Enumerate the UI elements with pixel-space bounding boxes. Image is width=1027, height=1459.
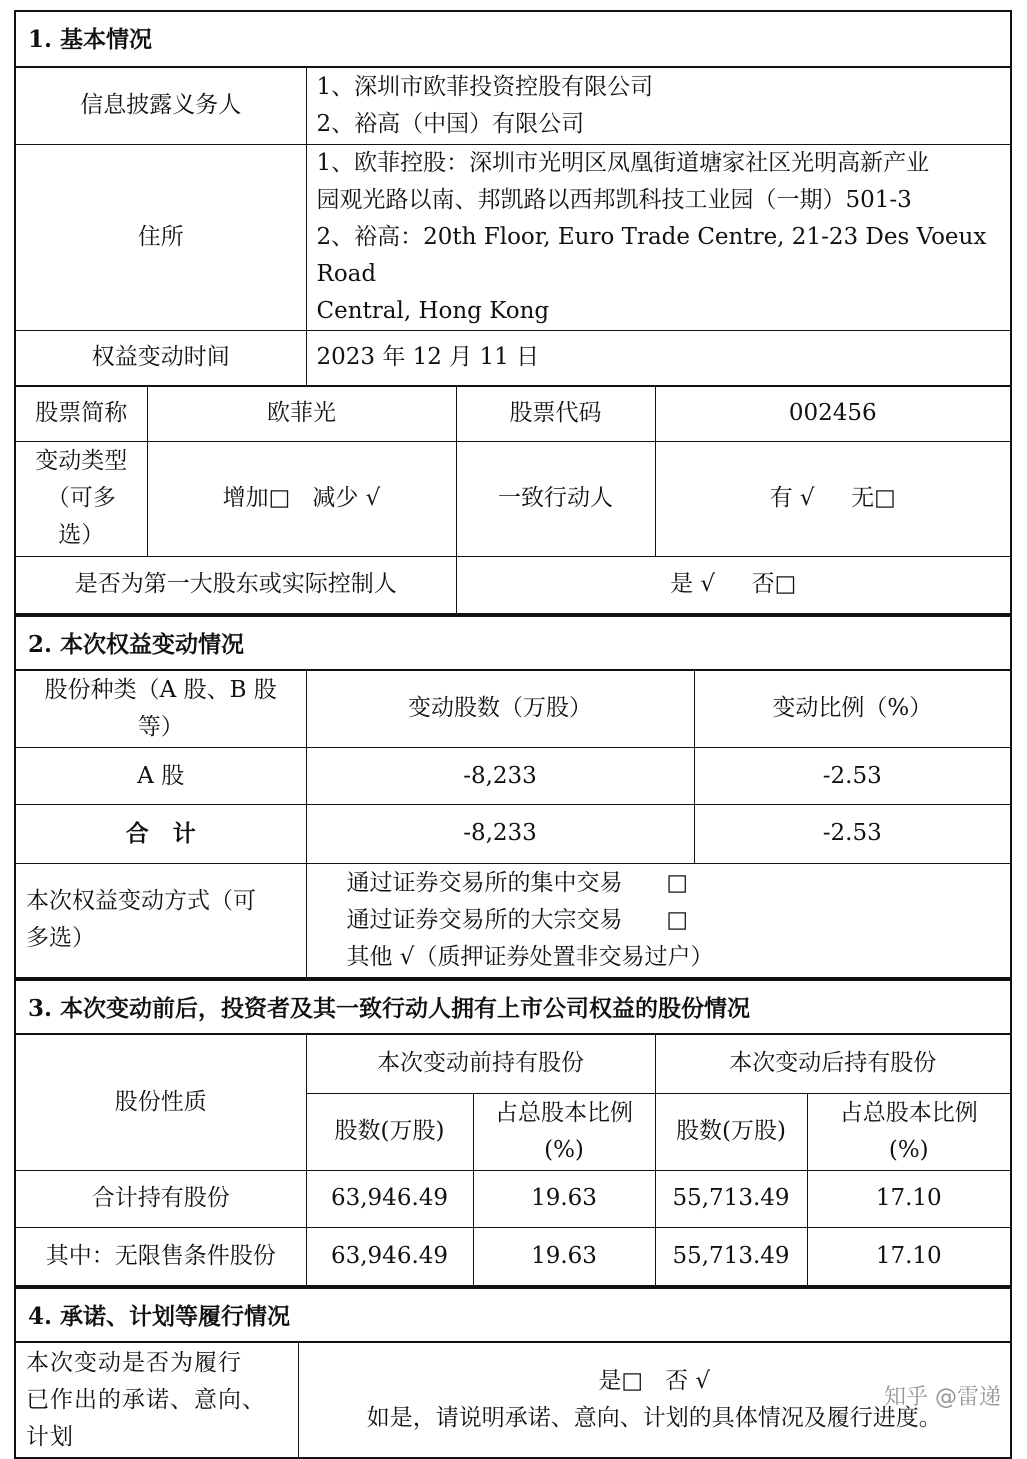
change-type-label (16, 441, 147, 556)
pct-header-line: 占总股本比例 (495, 1099, 633, 1126)
change-type-label-line: 变动类型 (35, 448, 128, 475)
holding-name-cell: 合计持有股份 (16, 1170, 306, 1227)
method-label-line: 多选） (26, 925, 95, 952)
pct-header-line: (%) (888, 1136, 929, 1163)
section-basic-info (14, 10, 1012, 615)
discloser-value (306, 68, 1010, 144)
holdings-table (16, 1035, 1010, 1285)
address-line: 园观光路以南、邦凯路以西邦凯科技工业园（一期）501-3 (316, 186, 912, 213)
commitment-label-line: 本次变动是否为履行 (26, 1349, 242, 1376)
shares-change-header: 变动股数（万股） (306, 671, 694, 748)
before-shares-cell: 63,946.49 (306, 1227, 473, 1285)
method-option: 通过证券交易所的集中交易 □ (346, 869, 689, 896)
before-pct-cell: 19.63 (473, 1170, 655, 1227)
ratio-change-cell: -2.53 (694, 748, 1010, 805)
commitment-label (16, 1343, 298, 1457)
after-shares-cell: 55,713.49 (655, 1227, 807, 1285)
change-type-value: 增加□ 减少 √ (147, 441, 456, 556)
before-pct-cell: 19.63 (473, 1227, 655, 1285)
share-nature-header: 股份性质 (16, 1035, 306, 1170)
largest-holder-value: 是 √ 否□ (456, 557, 1010, 613)
disclosure-form (14, 10, 1012, 1459)
basic-info-table-c (16, 556, 1010, 613)
commitment-note: 如是，请说明承诺、意向、计划的具体情况及履行进度。 (366, 1405, 942, 1431)
largest-holder-label: 是否为第一大股东或实际控制人 (16, 557, 456, 613)
address-line: 2、裕高：20th Floor, Euro Trade Centre, 21-23 Des Voeux Road (316, 223, 987, 287)
table-row (16, 1227, 1010, 1285)
basic-info-table-b (16, 385, 1010, 556)
after-pct-cell: 17.10 (807, 1170, 1010, 1227)
commitment-choice: 是□ 否 √ (598, 1368, 711, 1394)
method-label-line: 本次权益变动方式（可 (26, 888, 256, 915)
commitments-table (16, 1343, 1010, 1457)
share-type-header-line: 等） (137, 713, 184, 740)
change-type-label-line: 选） (58, 522, 105, 549)
equity-change-table (16, 671, 1010, 863)
method-label (16, 863, 306, 977)
change-type-label-line: （可多 (46, 485, 116, 512)
section-holdings (14, 979, 1012, 1287)
discloser-label: 信息披露义务人 (16, 68, 306, 144)
discloser-line: 1、深圳市欧菲投资控股有限公司 (316, 73, 654, 100)
ratio-change-cell: -2.53 (694, 805, 1010, 863)
address-line: Central, Hong Kong (316, 297, 550, 324)
concert-value: 有 √ 无□ (655, 441, 1010, 556)
after-shares-cell: 55,713.49 (655, 1170, 807, 1227)
stock-code-value: 002456 (655, 386, 1010, 441)
pct-header-line: (%) (544, 1136, 584, 1163)
before-pct-header (473, 1093, 655, 1170)
after-change-header: 本次变动后持有股份 (655, 1035, 1010, 1093)
after-pct-header (807, 1093, 1010, 1170)
pct-header-line: 占总股本比例 (839, 1099, 978, 1126)
section-2-header: 2. 本次权益变动情况 (16, 615, 1010, 671)
change-time-label: 权益变动时间 (16, 330, 306, 385)
watermark: 知乎 @雷递 (884, 1385, 1001, 1410)
basic-info-table-a (16, 68, 1010, 385)
share-type-cell: A 股 (16, 748, 306, 805)
before-shares-cell: 63,946.49 (306, 1170, 473, 1227)
method-options (306, 863, 1010, 977)
table-row (16, 805, 1010, 863)
before-shares-header: 股数(万股) (306, 1093, 473, 1170)
concert-label: 一致行动人 (456, 441, 655, 556)
stock-name-label: 股票简称 (16, 386, 147, 441)
section-1-header: 1. 基本情况 (16, 12, 1010, 68)
table-row (16, 748, 1010, 805)
section-4-header: 4. 承诺、计划等履行情况 (16, 1287, 1010, 1343)
shares-change-cell: -8,233 (306, 805, 694, 863)
method-option: 其他 √（质押证券处置非交易过户） (346, 943, 714, 970)
ratio-change-header: 变动比例（%） (694, 671, 1010, 748)
stock-code-label: 股票代码 (456, 386, 655, 441)
total-label-cell: 合 计 (16, 805, 306, 863)
shares-change-cell: -8,233 (306, 748, 694, 805)
discloser-line: 2、裕高（中国）有限公司 (316, 110, 585, 137)
after-shares-header: 股数(万股) (655, 1093, 807, 1170)
before-change-header: 本次变动前持有股份 (306, 1035, 655, 1093)
table-row (16, 1170, 1010, 1227)
change-time-value: 2023 年 12 月 11 日 (306, 330, 1010, 385)
share-type-header (16, 671, 306, 748)
commitment-label-line: 已作出的承诺、意向、 (26, 1386, 266, 1413)
method-option: 通过证券交易所的大宗交易 □ (346, 906, 689, 933)
commitment-label-line: 计划 (26, 1423, 74, 1450)
holding-name-cell: 其中：无限售条件股份 (16, 1227, 306, 1285)
stock-name-value: 欧菲光 (147, 386, 456, 441)
address-label: 住所 (16, 144, 306, 330)
section-3-header: 3. 本次变动前后，投资者及其一致行动人拥有上市公司权益的股份情况 (16, 979, 1010, 1035)
address-line: 1、欧菲控股：深圳市光明区凤凰街道塘家社区光明高新产业 (316, 149, 930, 176)
method-table (16, 863, 1010, 978)
after-pct-cell: 17.10 (807, 1227, 1010, 1285)
section-equity-change (14, 615, 1012, 980)
share-type-header-line: 股份种类（A 股、B 股 (44, 676, 277, 703)
address-value (306, 144, 1010, 330)
section-commitments (14, 1287, 1012, 1459)
